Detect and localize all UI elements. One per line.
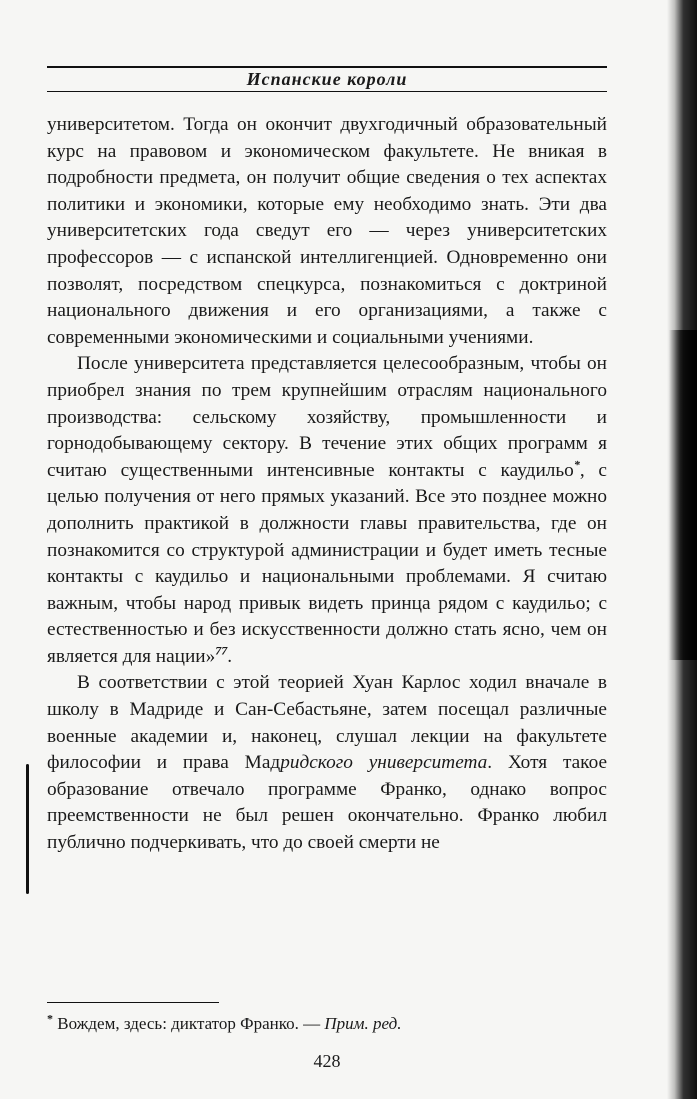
paragraph-3-text-a: В соответствии с этой теорией Хуан Карлос ходил вначале в школу в Мадриде и Сан-Себастьяне, затем посещал различные военные академии и, наконец, слушал лекции на факультете философии и права Мад [47, 672, 607, 774]
endnote-reference: 77 [215, 643, 228, 658]
paragraph-3-text-b: . Хотя такое образование отвечало программе Франко, однако вопрос преемственности не был решен окончательно. Франко любил публично подчеркивать, что до своей смерти не [47, 752, 607, 854]
footnote-marker: * [47, 1011, 53, 1026]
footnote-italic: Прим. ред. [324, 1014, 402, 1033]
scan-edge-blot [669, 330, 697, 660]
body-text [47, 112, 607, 857]
paragraph-2 [47, 351, 607, 670]
paragraph-3-italic: ридского университета [280, 752, 488, 774]
running-head: Испанские короли [246, 69, 408, 89]
paragraph-1: университетом. Тогда он окончит двухгодичный образовательный курс на правовом и экономическом факультете. Не вникая в подробности предмета, он получит общие сведения о тех аспектах политики и экономики, которые ему необходимо знать. Эти два университетских года сведут его — через университетских профессоров — с испанской интеллигенцией. Одновременно они позволят, посредством спецкурса, познакомиться с доктриной национального движения и его организациями, а также с современными экономическими и социальными учениями. [47, 114, 607, 348]
paragraph-2-end: . [227, 645, 233, 667]
footnote-reference: * [573, 457, 580, 472]
footnote-text: Вождем, здесь: диктатор Франко. — [53, 1014, 325, 1033]
header-rule-bottom [47, 91, 607, 92]
paragraph-3 [47, 670, 607, 856]
paragraph-2-text-a: После университета представляется целесообразным, чтобы он приобрел знания по трем крупнейшим отраслям национального производства: сельскому хозяйству, промышленности и горнодобывающему сектору. В течение этих общих программ я считаю существенными интенсивные контакты с каудильо [47, 353, 607, 481]
paragraph-2-text-b: , с целью получения от него прямых указаний. Все это позднее можно дополнить практикой в должности главы правительства, где он познакомится со структурой администрации и будет иметь тесные контакты с каудильо и национальными проблемами. Я считаю важным, чтобы народ привык видеть принца рядом с каудильо; с естественностью и без искусственности должно стать ясно, чем он является для нации» [47, 459, 607, 667]
footnote-rule [47, 1002, 219, 1003]
page-number: 428 [313, 1051, 341, 1071]
margin-mark [26, 764, 29, 894]
footnote [47, 1013, 607, 1035]
